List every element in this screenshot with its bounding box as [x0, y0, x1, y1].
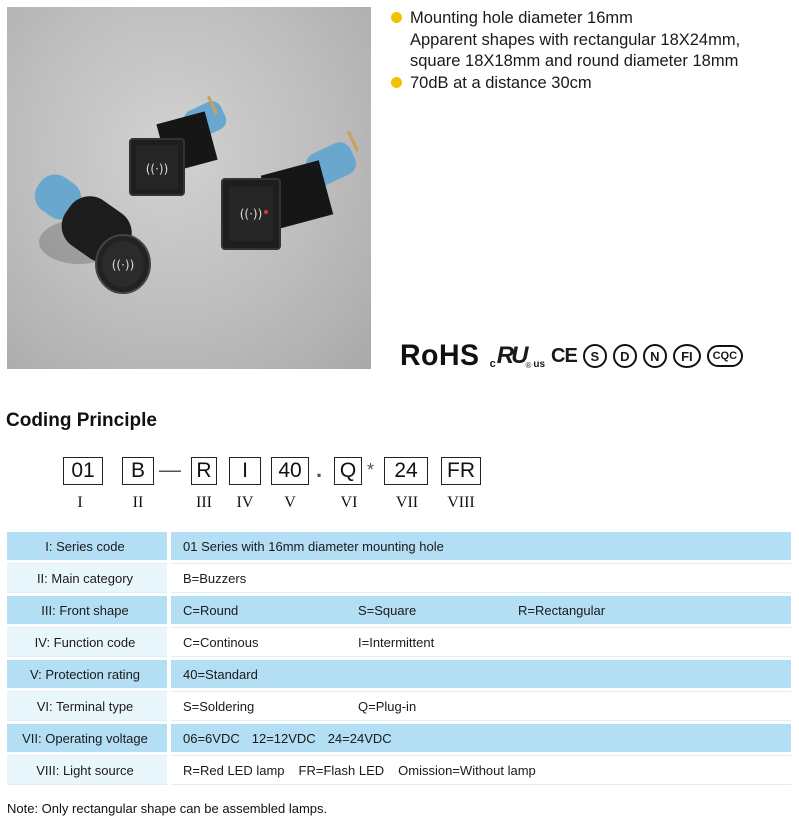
- ul-us-text: us: [533, 359, 546, 370]
- row-value: [171, 660, 791, 688]
- registered-icon: ®: [525, 361, 532, 370]
- option-text: FR=Flash LED: [298, 762, 385, 778]
- ce-logo: CE: [551, 344, 577, 367]
- roman-label: VII: [395, 494, 419, 511]
- feature-item: [390, 8, 795, 73]
- row-label: III: Front shape: [7, 596, 167, 624]
- d-mark-logo: D: [613, 344, 637, 368]
- option-text: 24=24VDC: [327, 730, 392, 746]
- coding-principle-title: Coding Principle: [6, 410, 157, 431]
- row-label: VII: Operating voltage: [7, 724, 167, 752]
- square-buzzer-image: [130, 96, 229, 195]
- feature-line: 70dB at a distance 30cm: [410, 73, 592, 92]
- table-row: [7, 755, 791, 785]
- option-text: 12=12VDC: [251, 730, 316, 746]
- code-part-category: B: [122, 457, 154, 485]
- option-text: Omission=Without lamp: [398, 762, 536, 778]
- table-row: [7, 660, 791, 688]
- table-row: [7, 532, 791, 560]
- svg-text:((·)): ((·)): [239, 207, 263, 221]
- roman-label: VI: [340, 494, 358, 511]
- option-text: S=Soldering: [183, 698, 255, 714]
- n-mark-logo: N: [643, 344, 667, 368]
- option-text: C=Round: [183, 602, 239, 618]
- row-value: [171, 563, 791, 593]
- code-separator-star: *: [367, 460, 375, 480]
- code-separator-dot: .: [316, 457, 323, 482]
- roman-label: VIII: [447, 494, 475, 511]
- option-text: B=Buzzers: [183, 570, 247, 586]
- roman-label: I: [77, 494, 83, 511]
- row-value: [171, 755, 791, 785]
- rohs-logo: RoHS: [400, 339, 480, 372]
- svg-text:((·)): ((·)): [111, 258, 135, 272]
- s-mark-logo: S: [583, 344, 607, 368]
- table-row: [7, 596, 791, 624]
- option-text: Q=Plug-in: [358, 698, 417, 714]
- bullet-icon: [391, 77, 402, 88]
- ul-logo: [490, 342, 545, 370]
- code-part-protection: 40: [271, 457, 309, 485]
- roman-label: III: [196, 494, 212, 511]
- option-text: 06=6VDC: [183, 730, 240, 746]
- svg-text:((·)): ((·)): [145, 162, 169, 176]
- code-part-series: 01: [63, 457, 103, 485]
- option-text: 40=Standard: [183, 666, 258, 682]
- row-label: V: Protection rating: [7, 660, 167, 688]
- rectangular-buzzer-image: [222, 131, 360, 249]
- option-text: C=Continous: [183, 634, 259, 650]
- row-value: [171, 691, 791, 721]
- option-text: S=Square: [358, 602, 417, 618]
- table-row: [7, 691, 791, 721]
- code-separator-dash: —: [159, 457, 181, 482]
- code-part-light: FR: [441, 457, 481, 485]
- ul-ru-text: RU: [496, 342, 526, 369]
- row-value: [171, 596, 791, 624]
- cqc-logo: CQC: [707, 345, 743, 367]
- table-row: [7, 563, 791, 593]
- row-label: VI: Terminal type: [7, 691, 167, 721]
- feature-line: Mounting hole diameter 16mm: [410, 9, 633, 27]
- option-text: R=Rectangular: [518, 602, 606, 618]
- roman-label: V: [284, 494, 296, 511]
- row-value: [171, 627, 791, 657]
- option-text: R=Red LED lamp: [183, 762, 285, 778]
- row-label: IV: Function code: [7, 627, 167, 657]
- row-value: [171, 532, 791, 560]
- option-text: 01 Series with 16mm diameter mounting hole: [183, 538, 444, 554]
- fi-mark-logo: FI: [673, 344, 701, 368]
- roman-label: IV: [236, 494, 254, 511]
- row-value: [171, 724, 791, 752]
- code-part-voltage: 24: [384, 457, 428, 485]
- feature-line: square 18X18mm and round diameter 18mm: [410, 52, 739, 70]
- table-row: [7, 627, 791, 657]
- feature-line: Apparent shapes with rectangular 18X24mm,: [410, 30, 741, 49]
- option-text: I=Intermittent: [358, 634, 435, 650]
- coding-table: [7, 529, 791, 788]
- ul-c-text: c: [489, 358, 496, 370]
- feature-list: [390, 8, 795, 94]
- certification-logos: [400, 338, 743, 374]
- bullet-icon: [391, 12, 402, 23]
- code-part-function: I: [229, 457, 261, 485]
- roman-label: II: [132, 494, 144, 511]
- feature-item: [390, 73, 795, 95]
- product-photo: [7, 7, 371, 369]
- row-label: II: Main category: [7, 563, 167, 593]
- row-label: I: Series code: [7, 532, 167, 560]
- code-part-terminal: Q: [334, 457, 362, 485]
- table-row: [7, 724, 791, 752]
- row-label: VIII: Light source: [7, 755, 167, 785]
- footnote: Note: Only rectangular shape can be assembled lamps.: [7, 801, 328, 816]
- code-part-front-shape: R: [191, 457, 217, 485]
